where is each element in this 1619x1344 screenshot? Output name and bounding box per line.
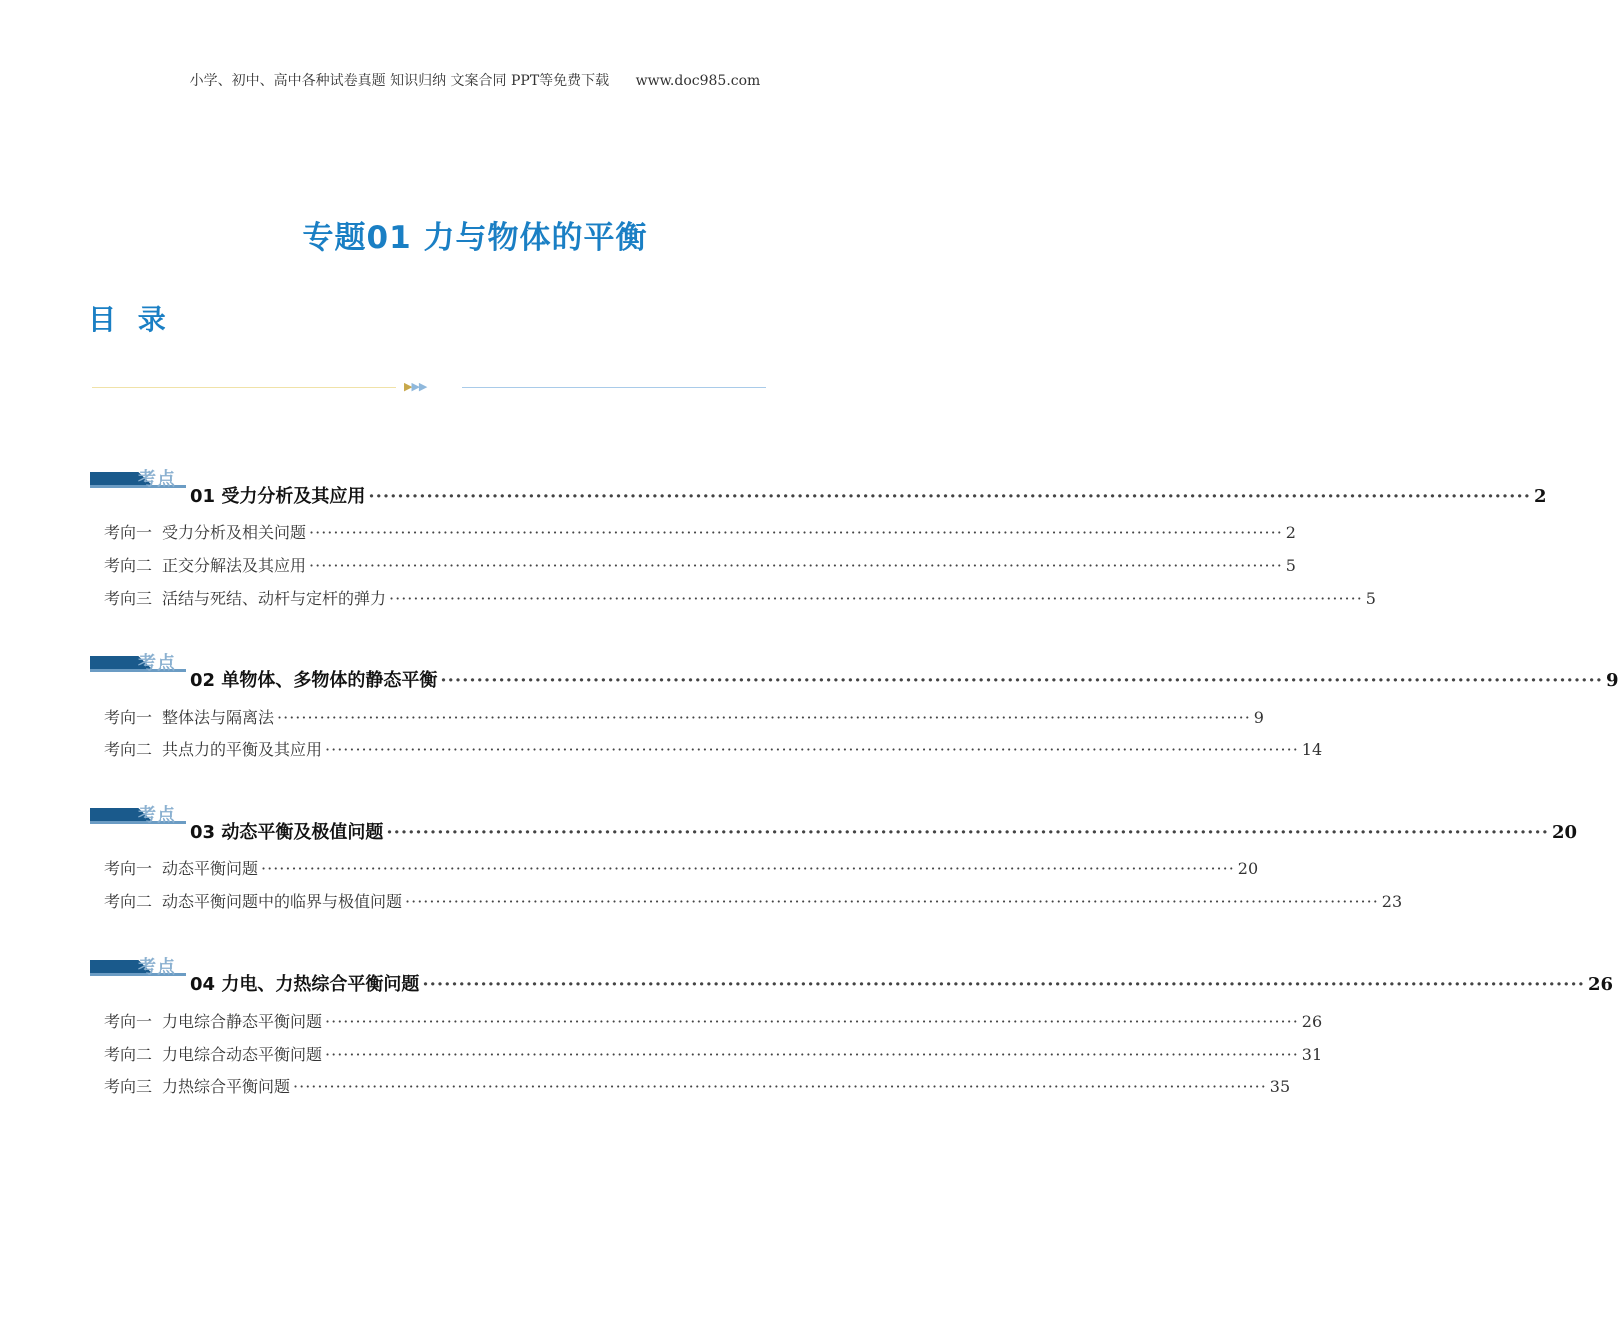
leader-dots [405,892,1379,911]
section-page: 2 [1533,486,1547,507]
divider-arrows-icon: ▶▶▶ [404,380,427,393]
badge-label: 考点 [138,805,176,826]
toc-item[interactable] [104,705,1264,728]
toc-item[interactable] [104,889,1403,912]
item-tag: 考向一 [104,1012,153,1031]
leader-dots [422,974,1585,995]
kaodian-badge [90,954,188,978]
item-title: 力电综合静态平衡问题 [162,1012,323,1031]
item-title: 受力分析及相关问题 [162,523,307,542]
decorative-divider [92,380,766,396]
item-tag: 考向二 [104,892,153,911]
section-title: 03 动态平衡及极值问题 [190,822,384,843]
kaodian-badge [90,802,188,826]
leader-dots [261,859,1235,878]
kaodian-badge [90,650,188,674]
item-page: 20 [1237,859,1259,878]
toc-item[interactable] [104,1009,1323,1032]
item-page: 9 [1253,708,1264,727]
badge-label: 考点 [138,653,176,674]
section-title: 01 受力分析及其应用 [190,486,366,507]
leader-dots [389,589,1363,608]
leader-dots [325,1012,1299,1031]
item-title: 动态平衡问题 [162,859,259,878]
section-page: 20 [1551,822,1578,843]
item-page: 23 [1381,892,1403,911]
item-page: 5 [1365,589,1376,608]
leader-dots [386,822,1549,843]
item-tag: 考向二 [104,1045,153,1064]
item-page: 31 [1301,1045,1323,1064]
item-page: 2 [1285,523,1296,542]
badge-label: 考点 [138,469,176,490]
leader-dots [309,523,1283,542]
toc-item[interactable] [104,737,1323,760]
toc-section-entry[interactable] [190,482,1547,508]
badge-label: 考点 [138,957,176,978]
toc-item[interactable] [104,856,1259,879]
item-page: 26 [1301,1012,1323,1031]
leader-dots [277,708,1251,727]
section-page: 9 [1605,670,1619,691]
leader-dots [293,1077,1267,1096]
page-header [0,70,950,90]
item-title: 活结与死结、动杆与定杆的弹力 [162,589,387,608]
item-title: 正交分解法及其应用 [162,556,307,575]
item-title: 整体法与隔离法 [162,708,275,727]
toc-heading: 目 录 [88,303,172,336]
item-tag: 考向二 [104,740,153,759]
item-page: 35 [1269,1077,1291,1096]
toc-section-entry[interactable] [190,666,1619,692]
item-tag: 考向一 [104,859,153,878]
section-page: 26 [1587,974,1614,995]
leader-dots [325,1045,1299,1064]
item-tag: 考向一 [104,708,153,727]
toc-item[interactable] [104,1074,1291,1097]
item-tag: 考向一 [104,523,153,542]
item-tag: 考向三 [104,1077,153,1096]
toc-item[interactable] [104,553,1296,576]
leader-dots [368,486,1531,507]
item-page: 5 [1285,556,1296,575]
header-url[interactable]: www.doc985.com [635,73,761,89]
section-title: 02 单物体、多物体的静态平衡 [190,670,438,691]
divider-line-left [92,387,396,388]
item-tag: 考向二 [104,556,153,575]
toc-item[interactable] [104,586,1376,609]
leader-dots [309,556,1283,575]
item-title: 动态平衡问题中的临界与极值问题 [162,892,403,911]
toc-item[interactable] [104,520,1296,543]
section-title: 04 力电、力热综合平衡问题 [190,974,420,995]
toc-section-entry[interactable] [190,818,1578,844]
item-title: 共点力的平衡及其应用 [162,740,323,759]
divider-line-right [462,387,766,388]
leader-dots [440,670,1603,691]
leader-dots [325,740,1299,759]
document-title: 专题01 力与物体的平衡 [302,220,648,256]
item-page: 14 [1301,740,1323,759]
toc-section-entry[interactable] [190,970,1614,996]
item-tag: 考向三 [104,589,153,608]
item-title: 力电综合动态平衡问题 [162,1045,323,1064]
toc-item[interactable] [104,1042,1323,1065]
item-title: 力热综合平衡问题 [162,1077,291,1096]
kaodian-badge [90,466,188,490]
header-text: 小学、初中、高中各种试卷真题 知识归纳 文案合同 PPT等免费下载 [189,73,610,89]
